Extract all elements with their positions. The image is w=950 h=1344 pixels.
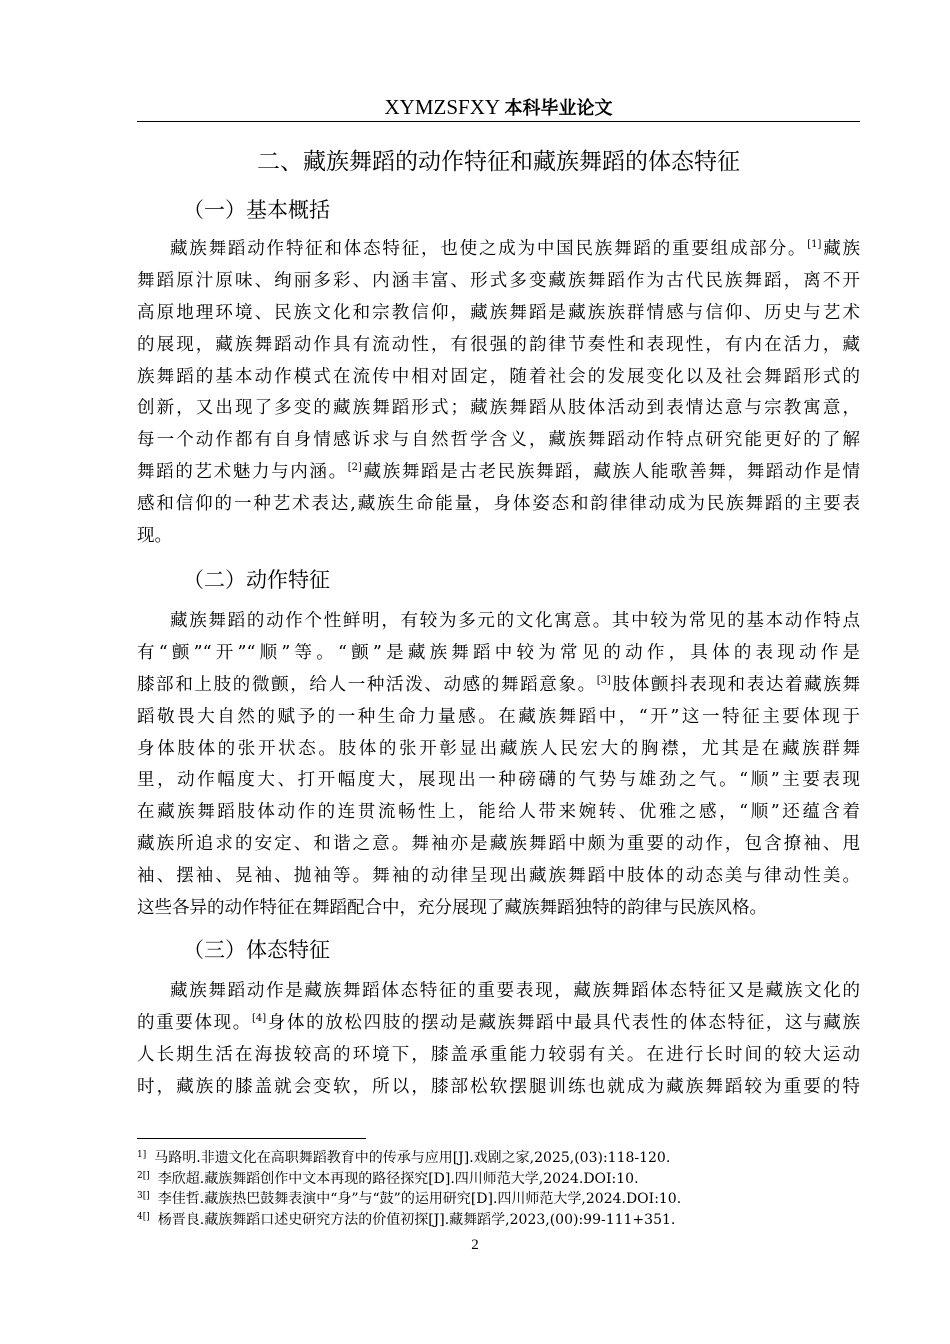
text-segment: 舞蹈的艺术魅力与内涵。 (137, 462, 348, 483)
text-segment: 藏族舞蹈是古老民族舞蹈，藏族人能歌善舞，舞蹈动作是情 (361, 462, 860, 483)
header-rule (137, 121, 860, 122)
text-segment: 每一个动作都有自身情感诉求与自然哲学含义，藏族舞蹈动作特点研究能更好的了解 (137, 430, 860, 451)
citation-marker: [3] (596, 674, 611, 686)
footnote-2: $^{2[]}$ 李欣超.藏族舞蹈创作中文本再现的路径探究[D].四川师范大学,2024.DOI:10. (137, 1171, 639, 1187)
text-line (137, 1040, 860, 1072)
text-segment: 舞蹈原汁原味、绚丽多彩、内涵丰富、形式多变藏族舞蹈作为古代民族舞蹈，离不开 (137, 270, 860, 291)
text-line (137, 393, 860, 425)
header-code: XYMZSFXY (384, 95, 500, 119)
text-segment: 身体的放松四肢的摆动是藏族舞蹈中最具代表性的体态特征，这与藏族 (266, 1012, 861, 1033)
text-line (137, 298, 860, 330)
text-line (137, 734, 860, 766)
text-line (137, 702, 860, 734)
text-segment: 的重要体现。 (137, 1012, 252, 1033)
text-line (137, 457, 860, 489)
text-line (137, 489, 860, 521)
text-segment: 在藏族舞蹈肢体动作的连贯流畅性上，能给人带来婉转、优雅之感，“顺”还蕴含着 (137, 802, 860, 823)
text-line (137, 606, 860, 638)
citation-marker: [1] (807, 239, 822, 250)
text-segment: 这些各异的动作特征在舞蹈配合中，充分展现了藏族舞蹈独特的韵律与民族风格。 (137, 898, 767, 919)
text-segment: 藏族舞蹈动作特征和体态特征，也使之成为中国民族舞蹈的重要组成部分。 (170, 239, 808, 259)
page-number: 2 (471, 1237, 479, 1253)
text-line (137, 976, 860, 1008)
text-line (137, 330, 860, 362)
footnote-3: $^{3[]}$ 李佳哲.藏族热巴鼓舞表演中“身”与“鼓”的运用研究[D].四川师范大学,2024.DOI:10. (137, 1191, 682, 1207)
text-line (137, 670, 860, 702)
text-segment: 的展现，藏族舞蹈动作具有流动性，有很强的韵律节奏性和表现性，有内在活力，藏 (137, 334, 860, 355)
text-segment: 膝部和上肢的微颤，给人一种活泼、动感的舞蹈意象。 (137, 674, 597, 695)
citation-marker: [2] (347, 462, 362, 474)
text-segment: 创新，又出现了多变的藏族舞蹈形式；藏族舞蹈从肢体活动到表情达意与宗教寓意， (137, 398, 860, 419)
paragraph-2 (137, 606, 860, 925)
subsection-heading-3: （三）体态特征 (183, 938, 330, 962)
text-segment: 袖、摆袖、晃袖、抛袖等。舞袖的动律呈现出藏族舞蹈中肢体的动态美与律动性美。 (137, 866, 860, 887)
text-line (137, 797, 860, 829)
footnote-separator (137, 1138, 366, 1139)
text-segment: 人长期生活在海拔较高的环境下，膝盖承重能力较弱有关。在进行长时间的较大运动 (137, 1044, 860, 1065)
running-header (137, 94, 860, 120)
footnote-4: $^{4[]}$ 杨晋良.藏族舞蹈口述史研究方法的价值初探[J].藏舞蹈学,2023,(00):99-111+351. (137, 1212, 676, 1228)
header-title: 本科毕业论文 (504, 98, 613, 119)
text-segment: 藏族 (821, 239, 861, 259)
text-segment: 有“颤”“开”“顺”等。“颤”是藏族舞蹈中较为常见的动作，具体的表现动作是 (137, 642, 860, 663)
text-segment: 肢体颤抖表现和表达着藏族舞 (610, 674, 860, 695)
text-line (137, 638, 860, 670)
text-segment: 藏族所追求的安定、和谐之意。舞袖亦是藏族舞蹈中颇为重要的动作，包含撩袖、甩 (137, 834, 860, 855)
text-line (137, 234, 860, 266)
text-line (137, 829, 860, 861)
text-line (137, 521, 860, 553)
paragraph-1 (137, 234, 860, 553)
text-segment: 身体肢体的张开状态。肢体的张开彰显出藏族人民宏大的胸襟，尤其是在藏族群舞 (137, 738, 860, 759)
text-line (137, 765, 860, 797)
paragraph-3 (137, 976, 860, 1104)
text-segment: 高原地理环境、民族文化和宗教信仰，藏族舞蹈是藏族族群情感与信仰、历史与艺术 (137, 302, 860, 323)
text-segment: 感和信仰的一种艺术表达,藏族生命能量，身体姿态和韵律律动成为民族舞蹈的主要表 (137, 494, 860, 515)
text-line (137, 1072, 860, 1104)
subsection-heading-2: （二）动作特征 (183, 568, 330, 592)
text-segment: 时，藏族的膝盖就会变软，所以，膝部松软摆腿训练也就成为藏族舞蹈较为重要的特 (137, 1076, 860, 1097)
text-line (137, 425, 860, 457)
text-line (137, 266, 860, 298)
text-segment: 里，动作幅度大、打开幅度大，展现出一种磅礴的气势与雄劲之气。“顺”主要表现 (137, 770, 860, 791)
text-segment: 族舞蹈的基本动作模式在流传中相对固定，随着社会的发展变化以及社会舞蹈形式的 (137, 366, 860, 387)
citation-marker: [4] (251, 1012, 267, 1024)
text-segment: 蹈敬畏大自然的赋予的一种生命力量感。在藏族舞蹈中，“开”这一特征主要体现于 (137, 706, 860, 727)
subsection-heading-1: （一）基本概括 (183, 198, 330, 222)
text-line (137, 362, 860, 394)
text-line (137, 861, 860, 893)
text-segment: 藏族舞蹈动作是藏族舞蹈体态特征的重要表现，藏族舞蹈体态特征又是藏族文化的 (170, 981, 860, 1001)
text-segment: 藏族舞蹈的动作个性鲜明，有较为多元的文化寓意。其中较为常见的基本动作特点 (170, 611, 860, 631)
section-title: 二、藏族舞蹈的动作特征和藏族舞蹈的体态特征 (257, 149, 740, 175)
footnote-1: $^{1]}$ 马路明.非遗文化在高职舞蹈教育中的传承与应用[J].戏剧之家,2025,(03):118-120. (137, 1150, 671, 1166)
text-line (137, 893, 860, 925)
text-line (137, 1008, 860, 1040)
text-segment: 现。 (137, 526, 172, 547)
